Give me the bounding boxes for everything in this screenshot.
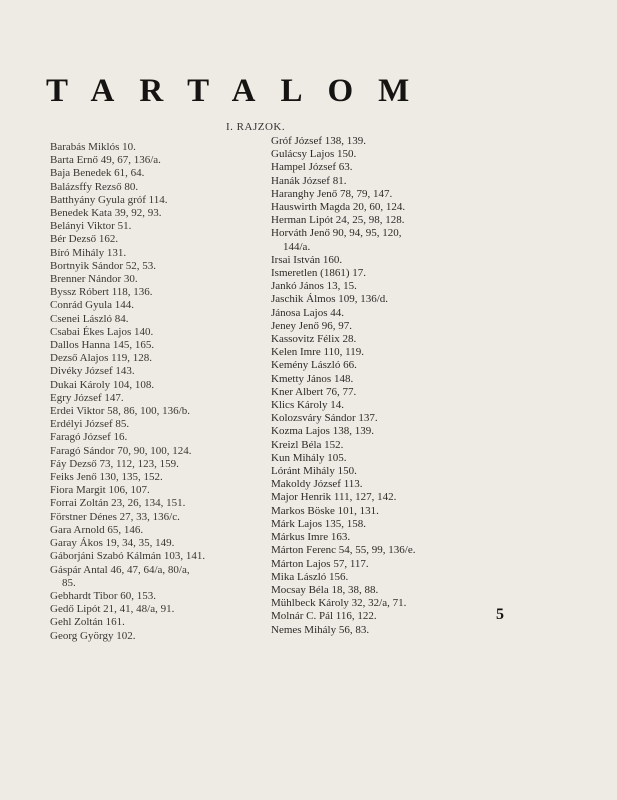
index-entry: Dallos Hanna 145, 165. — [50, 339, 155, 352]
index-entry: Divéky József 143. — [50, 365, 135, 378]
index-entry: Fáy Dezső 73, 112, 123, 159. — [50, 457, 179, 470]
index-entry: Csenei László 84. — [50, 312, 129, 325]
index-entry: Gulácsy Lajos 150. — [271, 148, 357, 161]
index-entry: Herman Lipót 24, 25, 98, 128. — [271, 214, 405, 227]
index-entry: Bér Dezső 162. — [50, 233, 119, 246]
index-entry: Hampel József 63. — [271, 161, 353, 174]
index-entry: Mühlbeck Károly 32, 32/a, 71. — [271, 597, 407, 610]
index-entry: 85. — [62, 576, 76, 589]
index-entry: Kreizl Béla 152. — [271, 438, 344, 451]
index-entry: Gehl Zoltán 161. — [50, 616, 125, 629]
index-entry: Nemes Mihály 56, 83. — [271, 623, 370, 636]
index-column-right — [271, 135, 486, 637]
index-entry: Csabai Ékes Lajos 140. — [50, 325, 154, 338]
index-entry: Gáspár Antal 46, 47, 64/a, 80/a, — [50, 563, 190, 576]
index-entry: Márton Ferenc 54, 55, 99, 136/e. — [271, 544, 416, 557]
index-entry: Gáborjáni Szabó Kálmán 103, 141. — [50, 550, 206, 563]
index-entry: Molnár C. Pál 116, 122. — [271, 610, 377, 623]
index-entry: Kolozsváry Sándor 137. — [271, 412, 378, 425]
index-entry: Gebhardt Tibor 60, 153. — [50, 589, 157, 602]
index-entry: Markos Böske 101, 131. — [271, 504, 379, 517]
index-entry: Bíró Mihály 131. — [50, 246, 127, 259]
index-entry: Byssz Róbert 118, 136. — [50, 286, 153, 299]
index-entry: Jeney Jenő 96, 97. — [271, 319, 352, 332]
index-entry: Batthyány Gyula gróf 114. — [50, 193, 168, 206]
page-number: 5 — [496, 606, 504, 623]
index-entry: Brenner Nándor 30. — [50, 273, 138, 286]
index-entry: Márton Lajos 57, 117. — [271, 557, 369, 570]
index-entry: Faragó Sándor 70, 90, 100, 124. — [50, 444, 192, 457]
index-entry: Hanák József 81. — [271, 174, 347, 187]
index-entry: Förstner Dénes 27, 33, 136/c. — [50, 510, 180, 523]
index-entry: Gedő Lipót 21, 41, 48/a, 91. — [50, 603, 175, 616]
index-entry: Faragó József 16. — [50, 431, 128, 444]
index-entry: Gróf József 138, 139. — [271, 135, 367, 147]
index-entry: Erdei Viktor 58, 86, 100, 136/b. — [50, 405, 190, 418]
index-entry: Egry József 147. — [50, 391, 124, 404]
index-entry: Benedek Kata 39, 92, 93. — [50, 207, 162, 220]
page-title: TARTALOM — [46, 73, 435, 109]
index-entry: Barta Ernő 49, 67, 136/a. — [50, 154, 161, 167]
index-entry: Kemény László 66. — [271, 359, 357, 372]
index-entry: Klics Károly 14. — [271, 399, 345, 412]
index-entry: Horváth Jenő 90, 94, 95, 120, — [271, 227, 402, 240]
index-entry: Mika László 156. — [271, 570, 349, 583]
index-entry: Kun Mihály 105. — [271, 451, 347, 464]
index-entry: Belányi Viktor 51. — [50, 220, 132, 233]
index-entry: Garay Ákos 19, 34, 35, 149. — [50, 537, 175, 550]
index-entry: Márk Lajos 135, 158. — [271, 517, 367, 530]
index-entry: Ismeretlen (1861) 17. — [271, 267, 366, 280]
index-entry: Erdélyi József 85. — [50, 418, 130, 431]
index-entry: Major Henrik 111, 127, 142. — [271, 491, 397, 504]
section-heading: I. RAJZOK. — [226, 121, 286, 133]
index-entry: 144/a. — [283, 240, 311, 253]
index-entry: Irsai István 160. — [271, 253, 343, 266]
index-entry: Gara Arnold 65, 146. — [50, 523, 144, 536]
index-entry: Forrai Zoltán 23, 26, 134, 151. — [50, 497, 186, 510]
index-entry: Jaschik Álmos 109, 136/d. — [271, 293, 389, 306]
index-entry: Conrád Gyula 144. — [50, 299, 135, 312]
index-column-left — [50, 141, 260, 643]
index-entry: Kassovitz Félix 28. — [271, 333, 357, 346]
index-entry: Baja Benedek 61, 64. — [50, 167, 145, 180]
index-entry: Lóránt Mihály 150. — [271, 465, 357, 478]
index-entry: Dezső Alajos 119, 128. — [50, 352, 152, 365]
index-entry: Mocsay Béla 18, 38, 88. — [271, 583, 379, 596]
index-entry: Hauswirth Magda 20, 60, 124. — [271, 201, 406, 214]
index-entry: Haranghy Jenő 78, 79, 147. — [271, 187, 393, 200]
index-entry: Fiora Margit 106, 107. — [50, 484, 150, 497]
index-entry: Jánosa Lajos 44. — [271, 306, 345, 319]
index-entry: Kmetty János 148. — [271, 372, 354, 385]
index-entry: Kelen Imre 110, 119. — [271, 346, 364, 359]
index-entry: Kner Albert 76, 77. — [271, 385, 357, 398]
index-entry: Barabás Miklós 10. — [50, 141, 136, 153]
index-entry: Feiks Jenő 130, 135, 152. — [50, 471, 163, 484]
index-entry: Balázsffy Rezső 80. — [50, 180, 139, 193]
index-entry: Márkus Imre 163. — [271, 531, 351, 544]
index-entry: Dukai Károly 104, 108. — [50, 378, 155, 391]
index-entry: Jankó János 13, 15. — [271, 280, 357, 293]
index-entry: Makoldy József 113. — [271, 478, 363, 491]
index-entry: Georg György 102. — [50, 629, 136, 642]
index-entry: Kozma Lajos 138, 139. — [271, 425, 374, 438]
index-entry: Bortnyik Sándor 52, 53. — [50, 259, 157, 272]
